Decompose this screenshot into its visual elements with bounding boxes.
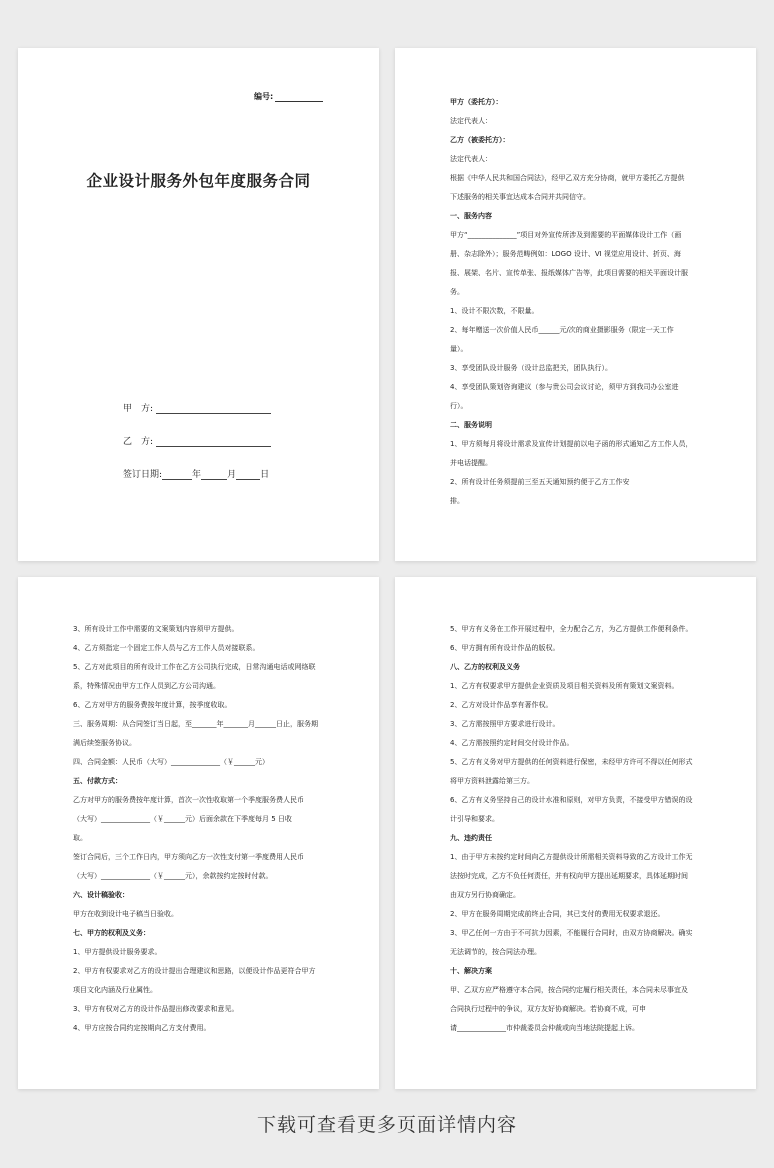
contract-line: 2、甲方在服务周期完成前终止合同，其已支付的费用无权要求退还。 (450, 910, 665, 918)
contract-line: 2、甲方有权要求对乙方的设计提出合理建议和思路，以便设计作品更符合甲方 (73, 967, 316, 975)
contract-line: 乙方对甲方的服务费按年度计算，首次一次性收取第一个季度服务费人民币 (73, 796, 304, 804)
contract-line: 3、享受团队设计服务（设计总监把关，团队执行）。 (450, 364, 612, 372)
contract-line: 四、合同金额：人民币（大写）______________（￥______元） (73, 758, 269, 766)
contract-page-2 (395, 48, 756, 561)
contract-line: 请______________市仲裁委员会仲裁或向当地法院提起上诉。 (450, 1024, 639, 1032)
day-label: 日 (260, 470, 270, 480)
contract-page-3 (18, 577, 379, 1089)
contract-line: 甲、乙双方应严格遵守本合同，按合同约定履行相关责任，本合同未尽事宜及 (450, 986, 688, 994)
contract-number (254, 91, 323, 102)
contract-line: 排。 (450, 497, 464, 505)
day-line (236, 470, 260, 480)
contract-line: 法按时完成，乙方不负任何责任，并有权向甲方提出延期要求，具体延期时间 (450, 872, 688, 880)
contract-line: 2、每年赠送一次价值人民币______元/次的商业摄影服务（限定一天工作 (450, 326, 674, 334)
contract-line: 签订合同后，三个工作日内，甲方须向乙方一次性支付第一季度费用人民币 (73, 853, 304, 861)
sign-date (123, 467, 269, 480)
contract-line: 3、所有设计工作中需要的文案策划内容须甲方提供。 (73, 625, 239, 633)
section-heading: 乙方（被委托方）： (450, 136, 510, 144)
section-heading: 二、服务说明 (450, 421, 492, 429)
contract-line: 6、乙方有义务坚持自己的设计水准和原则，对甲方负责，不接受甲方错误的设 (450, 796, 693, 804)
contract-line: 行）。 (450, 402, 468, 410)
year-label: 年 (192, 470, 202, 480)
section-heading: 九、违约责任 (450, 834, 492, 842)
contract-line: 5、乙方对此项目的所有设计工作在乙方公司执行完成，日常沟通电话或网络联 (73, 663, 316, 671)
contract-line: 1、甲方须每月将设计需求及宣传计划提前以电子函的形式通知乙方工作人员， (450, 440, 693, 448)
contract-number-line (275, 93, 323, 102)
contract-line: 3、乙方需按照甲方要求进行设计。 (450, 720, 560, 728)
contract-line: 1、甲方提供设计服务要求。 (73, 948, 162, 956)
year-line (162, 470, 192, 480)
contract-line: 报、展架、名片、宣传单张、报纸媒体广告等，此项目需要的相关平面设计服 (450, 269, 688, 277)
contract-line: 甲方“______________”项目对外宣传所涉及到需要的平面媒体设计工作（画 (450, 231, 682, 239)
contract-line: 计引导和要求。 (450, 815, 499, 823)
contract-page-4 (395, 577, 756, 1089)
section-heading: 六、设计稿验收： (73, 891, 129, 899)
contract-line: 6、甲方拥有所有设计作品的版权。 (450, 644, 560, 652)
sign-date-label: 签订日期: (123, 470, 163, 480)
contract-line: 1、设计不限次数，不限量。 (450, 307, 539, 315)
section-heading: 八、乙方的权利及义务 (450, 663, 520, 671)
contract-line: 满后续签服务协议。 (73, 739, 136, 747)
contract-line: 4、享受团队策划咨询建议（参与贵公司会议讨论，须甲方到我司办公室进 (450, 383, 679, 391)
party-b-signature (123, 434, 271, 447)
section-heading: 一、服务内容 (450, 212, 492, 220)
section-heading: 甲方（委托方）： (450, 98, 503, 106)
contract-line: 3、甲乙任何一方由于不可抗力因素，不能履行合同时，由双方协商解决。确实 (450, 929, 693, 937)
contract-line: 量）。 (450, 345, 468, 353)
contract-line: 并电话提醒。 (450, 459, 492, 467)
contract-line: 无法调节的，按合同法办理。 (450, 948, 541, 956)
contract-line: 5、甲方有义务在工作开展过程中，全力配合乙方，为乙方提供工作便利条件。 (450, 625, 693, 633)
contract-line: 项目文化内涵及行业属性。 (73, 986, 157, 994)
contract-line: 册、杂志除外）；服务范畴例如：LOGO 设计、VI 视觉应用设计、折页、海 (450, 250, 681, 258)
contract-line: 由双方另行协商确定。 (450, 891, 520, 899)
contract-line: 5、乙方有义务对甲方提供的任何资料进行保密，未经甲方许可不得以任何形式 (450, 758, 693, 766)
contract-line: （大写）______________（￥______元），余款按约定按时付款。 (73, 872, 273, 880)
contract-line: 法定代表人： (450, 155, 492, 163)
contract-line: 4、甲方应按合同约定按期向乙方支付费用。 (73, 1024, 211, 1032)
contract-line: 1、乙方有权要求甲方提供企业资质及项目相关资料及所有策划文案资料。 (450, 682, 679, 690)
party-a-label: 甲 方: (123, 404, 154, 414)
contract-line: 1、由于甲方未按约定时间向乙方提供设计所需相关资料导致的乙方设计工作无 (450, 853, 693, 861)
contract-line: 将甲方资料泄露给第三方。 (450, 777, 534, 785)
page-4-body (450, 620, 730, 1038)
contract-line: 务。 (450, 288, 464, 296)
contract-line: 2、乙方对设计作品享有著作权。 (450, 701, 553, 709)
month-label: 月 (227, 470, 237, 480)
contract-line: 三、服务周期：从合同签订当日起，至_______年_______月______日止，服务期 (73, 720, 318, 728)
section-heading: 十、解决方案 (450, 967, 492, 975)
contract-line: （大写）______________（￥______元）后面余款在下季度每月 5 日收 (73, 815, 292, 823)
contract-line: 法定代表人： (450, 117, 492, 125)
section-heading: 七、甲方的权利及义务： (73, 929, 150, 937)
section-heading: 五、付款方式： (73, 777, 122, 785)
page-2-body (450, 93, 730, 511)
contract-line: 甲方在收到设计电子稿当日验收。 (73, 910, 178, 918)
cover-page (18, 48, 379, 561)
party-a-signature (123, 401, 271, 414)
contract-line: 3、甲方有权对乙方的设计作品提出修改要求和意见。 (73, 1005, 239, 1013)
contract-line: 4、乙方须指定一个固定工作人员与乙方工作人员对接联系。 (73, 644, 260, 652)
contract-line: 4、乙方需按照约定时间交付设计作品。 (450, 739, 574, 747)
contract-number-label: 编号: (254, 92, 274, 101)
download-hint: 下载可查看更多页面详情内容 (256, 1114, 517, 1136)
contract-line: 6、乙方对甲方的服务费按年度计算，按季度收取。 (73, 701, 232, 709)
contract-line: 取。 (73, 834, 87, 842)
contract-line: 合同执行过程中的争议，双方友好协商解决。若协商不成，可申 (450, 1005, 646, 1013)
party-b-label: 乙 方: (123, 437, 154, 447)
contract-line: 2、所有设计任务须提前三至五天通知预约便于乙方工作安 (450, 478, 630, 486)
contract-line: 下述服务的相关事宜达成本合同并共同信守。 (450, 193, 590, 201)
party-a-line (156, 404, 271, 414)
contract-line: 根据《中华人民共和国合同法》，经甲乙双方充分协商，就甲方委托乙方提供 (450, 174, 685, 182)
contract-line: 系，特殊情况由甲方工作人员到乙方公司沟通。 (73, 682, 220, 690)
party-b-line (156, 437, 271, 447)
month-line (201, 470, 227, 480)
page-3-body (73, 620, 353, 1038)
contract-title: 企业设计服务外包年度服务合同 (86, 171, 311, 190)
